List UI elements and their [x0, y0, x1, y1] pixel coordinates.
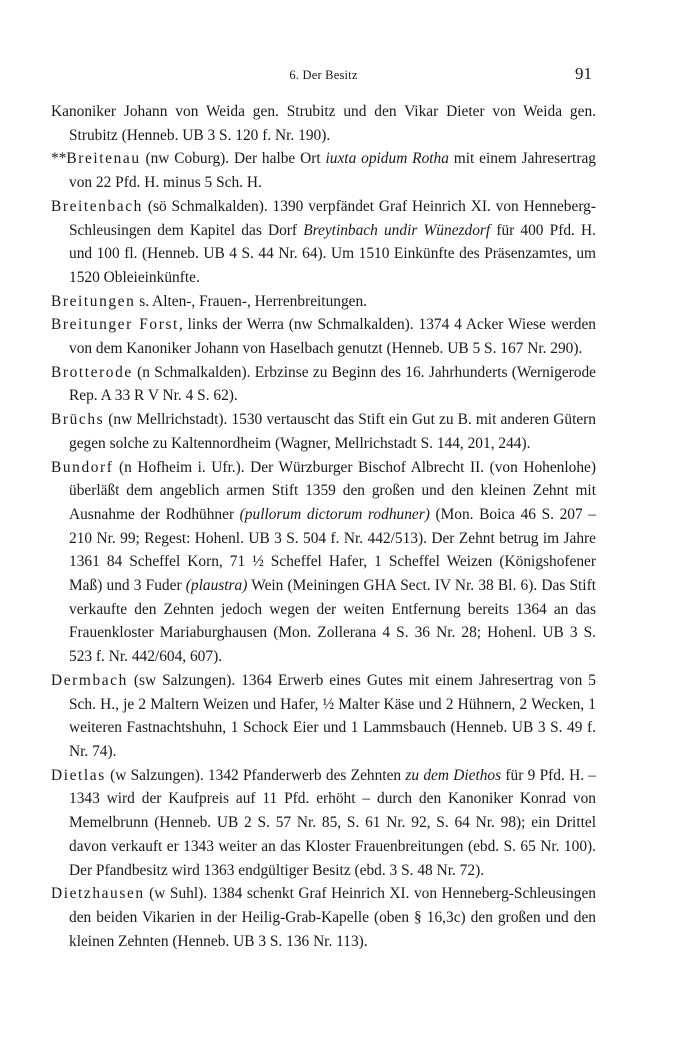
entry-text: für 9 Pfd. H. – 1343 wird der Kaufpreis auf 11 Pfd. erhöht – durch den Kanoniker Konrad von Memelbrunn (Henneb. UB 2 S. 57 Nr. 85, S. 61 Nr. 92, S. 64 Nr. 98); ein Drittel davon verkauft er 1343 weiter an das Kloster Frauenbreitungen (ebd. S. 65 Nr. 100). Der Pfandbesitz wird 1363 endgültiger Besitz (ebd. 3 S. 48 Nr. 72).: [69, 766, 597, 879]
entry-text: (n Hofheim i. Ufr.). Der Würzburger Bischof Albrecht II. (von Hohenlohe) überläßt dem angeblich armen Stift 1359 den großen und den kleinen Zehnt mit Ausnahme der Rodhühner: [69, 458, 596, 523]
place-entry: [51, 361, 596, 408]
entry-continuation: [51, 100, 596, 147]
quoted-source-text: (plaustra): [185, 577, 248, 595]
place-name: Brotterode: [51, 363, 133, 381]
entry-text: Kanoniker Johann von Weida gen. Strubitz und den Vikar Dieter von Weida gen. Strubitz (Henneb. UB 3 S. 120 f. Nr. 190).: [51, 103, 596, 144]
place-entry: [51, 456, 596, 669]
entry-text: (nw Coburg). Der halbe Ort: [140, 150, 326, 168]
entry-text: mit einem Jahresertrag von 22 Pfd. H. minus 5 Sch. H.: [69, 150, 596, 192]
quoted-source-text: zu dem Diethos: [405, 766, 502, 784]
place-name: Breitenbach: [51, 197, 143, 215]
place-entry: [51, 290, 596, 314]
place-name: Brüchs: [51, 411, 105, 429]
entry-text: , links der Werra (nw Schmalkalden). 1374 4 Acker Wiese werden von dem Kanoniker Johann von Haselbach genutzt (Henneb. UB 5 S. 167 Nr. 290).: [69, 316, 596, 358]
place-name: Dermbach: [51, 671, 128, 689]
place-name: Dietzhausen: [51, 885, 145, 903]
entry-text: (sw Salzungen). 1364 Erwerb eines Gutes mit einem Jahresertrag von 5 Sch. H., je 2 Maltern Weizen und Hafer, ½ Malter Käse und 2 Hühnern, 2 Wecken, 1 weiteren Fastnachtshuhn, 1 Schock Eier und 1 Lammsbauch (Henneb. UB 3 S. 49 f. Nr. 74).: [69, 671, 596, 760]
place-name: Dietlas: [51, 766, 106, 784]
place-name: Breitunger Forst: [51, 316, 179, 334]
entry-text: (w Salzungen). 1342 Pfanderwerb des Zehnten: [105, 766, 406, 784]
place-name: Breitenau: [66, 150, 141, 168]
entry-text: (w Suhl). 1384 schenkt Graf Heinrich XI. von Henneberg-Schleusingen den beiden Vikarien in der Heilig-Grab-Kapelle (oben § 16,3c) den großen und den kleinen Zehnten (Henneb. UB 3 S. 136 Nr. 113).: [69, 885, 596, 950]
quoted-source-text: iuxta opidum Rotha: [325, 150, 449, 168]
book-page: [51, 64, 596, 953]
quoted-source-text: Breytinbach undir Wünezdorf: [303, 221, 491, 239]
place-entry: [51, 313, 596, 360]
entry-text: Wein (Meiningen GHA Sect. IV Nr. 38 Bl. 6). Das Stift verkaufte den Zehnten jedoch wegen der weiten Entfernung bereits 1364 an das Frauenkloster Mariaburghausen (Mon. Zollerana 4 S. 36 Nr. 28; Hohenl. UB 3 S. 523 f. Nr. 442/604, 607).: [69, 577, 596, 666]
entry-text: (nw Mellrichstadt). 1530 vertauscht das Stift ein Gut zu B. mit anderen Gütern gegen solche zu Kaltennordheim (Wagner, Mellrichstadt S. 144, 201, 244).: [69, 411, 596, 452]
quoted-source-text: (pullorum dictorum rodhuner): [239, 505, 430, 523]
place-entry: [51, 408, 596, 455]
place-entry: [51, 147, 596, 194]
entry-text: für 400 Pfd. H. und 100 fl. (Henneb. UB 4 S. 44 Nr. 64). Um 1510 Einkünfte des Präsenzamtes, um 1520 Obleieinkünfte.: [69, 221, 596, 286]
place-entry: [51, 882, 596, 953]
place-name: Breitungen: [51, 292, 136, 310]
entry-text: (n Schmalkalden). Erbzinse zu Beginn des 16. Jahrhunderts (Wernigerode Rep. A 33 R V Nr. 4 S. 62).: [69, 363, 596, 405]
place-entry: [51, 764, 596, 883]
place-entry: [51, 669, 596, 764]
entry-marker: **: [51, 150, 67, 168]
entry-text: (sö Schmalkalden). 1390 verpfändet Graf Heinrich XI. von Henneberg-Schleusingen dem Kapitel das Dorf: [69, 197, 596, 239]
entry-text: s. Alten-, Frauen-, Herrenbreitungen.: [135, 292, 368, 310]
entry-text: (Mon. Boica 46 S. 207 – 210 Nr. 99; Regest: Hohenl. UB 3 S. 504 f. Nr. 442/513). Der Zehnt betrug im Jahre 1361 84 Scheffel Korn, 71 ½ Scheffel Hafer, 1 Scheffel Weizen (Königshofener Maß) und 3 Fuder: [69, 505, 596, 595]
entry-list: [51, 100, 596, 953]
page-header: [51, 64, 596, 90]
running-head: 6. Der Besitz: [289, 68, 358, 82]
page-number: 91: [575, 64, 592, 83]
place-name: Bundorf: [51, 458, 114, 476]
place-entry: [51, 195, 596, 290]
